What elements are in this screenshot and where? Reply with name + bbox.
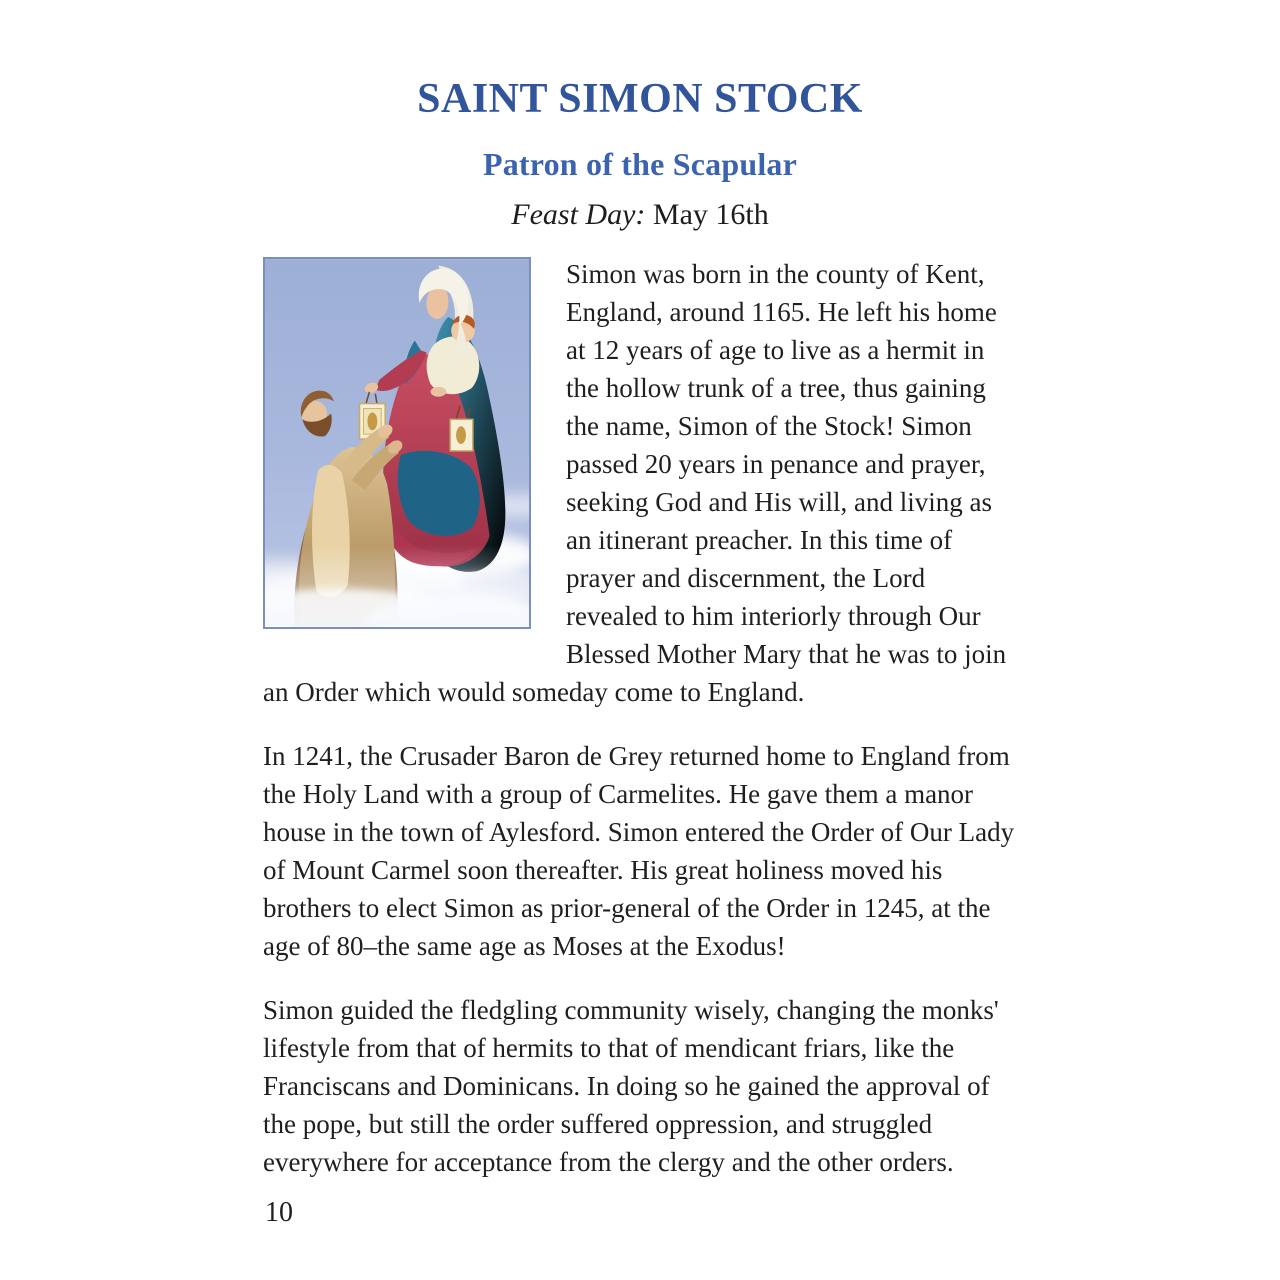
page-number: 10: [265, 1197, 293, 1229]
feast-day-line: [0, 197, 1280, 233]
page-title: SAINT SIMON STOCK: [417, 76, 863, 122]
body-paragraph-3: Simon guided the fledgling community wisely, changing the monks' lifestyle from that of hermits to that of mendicant friars, like the Franciscans and Dominicans. In doing so he gained the approval of the pope, but still the order suffered oppression, and struggled everywhere for acceptance from the clergy and the other orders.: [263, 995, 999, 1178]
body-paragraph-1: [263, 255, 1023, 711]
article-body: [263, 255, 1023, 1181]
feast-day-label: Feast Day:: [511, 198, 646, 232]
page-subtitle: Patron of the Scapular: [482, 146, 798, 183]
paragraph-text: Simon was born in the county of Kent, England, around 1165. He left his home at 12 years of age to live as a hermit in the hollow trunk of a tree, thus gaining the name, Simon of the Stock! Simon passed 20 years in penance and prayer, seeking God and His will, and living as an itinerant preacher. In this time of prayer and discernment, the Lord revealed to him interiorly through Our Blessed Mother Mary that he was to join an Order which would someday come to England.: [263, 259, 1007, 708]
cloud-fog: [265, 546, 529, 627]
child-feet: [430, 387, 446, 397]
page-header: [0, 0, 1280, 233]
child-gown: [427, 337, 480, 395]
feast-day-value: May 16th: [652, 198, 769, 232]
holy-card-illustration: [263, 257, 531, 629]
page-footer: [265, 1195, 1280, 1231]
scapular-vision-image: [265, 259, 529, 627]
body-paragraph-2: In 1241, the Crusader Baron de Grey returned home to England from the Holy Land with a group of Carmelites. He gave them a manor house in the town of Aylesford. Simon entered the Order of Our Lady of Mount Carmel soon thereafter. His great holiness moved his brothers to elect Simon as prior-general of the Order in 1245, at the age of 80–the same age as Moses at the Exodus!: [263, 741, 1015, 962]
